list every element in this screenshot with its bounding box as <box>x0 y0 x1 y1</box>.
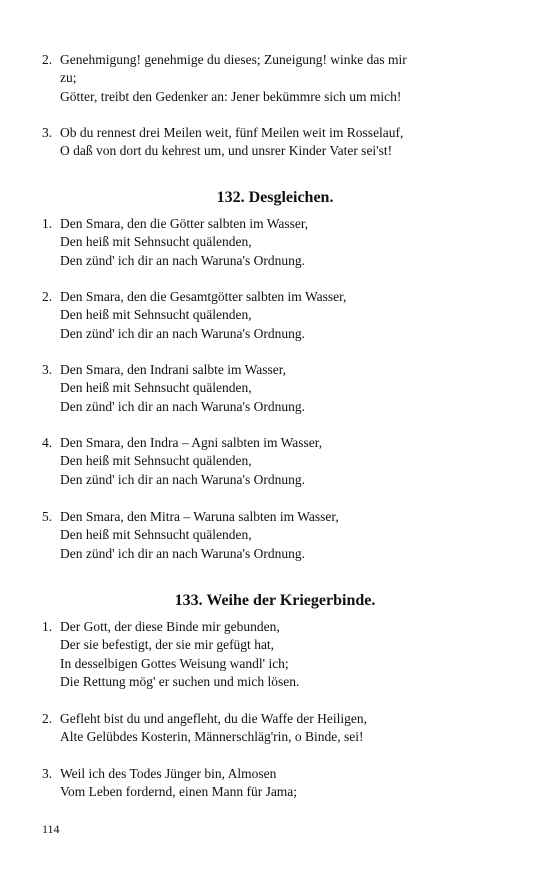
verse-line: 1. Der Gott, der diese Binde mir gebunden, <box>42 618 512 636</box>
stanza-133-1 <box>42 618 512 691</box>
verse-line: Die Rettung mög' er suchen und mich lösen. <box>60 673 300 689</box>
verse-line: Götter, treibt den Gedenker an: Jener bekümmre sich um mich! <box>60 88 402 104</box>
verse-line: Den zünd' ich dir an nach Waruna's Ordnung. <box>60 325 305 341</box>
stanza-133-3 <box>42 765 512 802</box>
section-heading-132: 132. Desgleichen. <box>216 189 334 206</box>
stanza-number: 1. <box>42 619 53 634</box>
verse-line: 3. Weil ich des Todes Jünger bin, Almosen <box>42 765 512 783</box>
verse-line: Den zünd' ich dir an nach Waruna's Ordnung. <box>60 545 305 561</box>
stanza-number: 2. <box>42 711 53 726</box>
verse-line: 2. Gefleht bist du und angefleht, du die Waffe der Heiligen, <box>42 710 512 728</box>
stanza-132-3 <box>42 361 512 416</box>
verse-line: O daß von dort du kehrest um, und unsrer Kinder Vater sei'st! <box>60 143 393 159</box>
verse-line: Den zünd' ich dir an nach Waruna's Ordnung. <box>60 471 305 487</box>
verse-line: Den heiß mit Sehnsucht quälenden, <box>60 234 252 250</box>
stanza-number: 2. <box>42 289 53 304</box>
section-heading-133: 133. Weihe der Kriegerbinde. <box>174 592 376 609</box>
stanza-number: 4. <box>42 435 53 450</box>
stanza-133-2 <box>42 710 512 747</box>
stanza-number: 5. <box>42 509 53 524</box>
stanza-number: 2. <box>42 52 53 67</box>
stanza-132-1 <box>42 215 512 270</box>
stanza-132-4 <box>42 434 512 489</box>
page-number: 114 <box>42 822 60 836</box>
stanza-number: 1. <box>42 216 53 231</box>
stanza-number: 3. <box>42 125 53 140</box>
verse-line: Den heiß mit Sehnsucht quälenden, <box>60 380 252 396</box>
verse-line: Den heiß mit Sehnsucht quälenden, <box>60 453 252 469</box>
verse-line: Der sie befestigt, der sie mir gefügt hat, <box>60 637 275 653</box>
verse-line: Den heiß mit Sehnsucht quälenden, <box>60 307 252 323</box>
verse-line: 3. Ob du rennest drei Meilen weit, fünf Meilen weit im Rosselauf, <box>42 124 512 142</box>
verse-line: In desselbigen Gottes Weisung wandl' ich; <box>60 655 289 671</box>
verse-line: Den heiß mit Sehnsucht quälenden, <box>60 527 252 543</box>
verse-line: 5. Den Smara, den Mitra – Waruna salbten im Wasser, <box>42 508 512 526</box>
verse-line: Alte Gelübdes Kosterin, Männerschläg'rin, o Binde, sei! <box>60 729 364 745</box>
verse-line: 1. Den Smara, den die Götter salbten im Wasser, <box>42 215 512 233</box>
verse-line: Den zünd' ich dir an nach Waruna's Ordnung. <box>60 252 305 268</box>
verse-line: 2. Genehmigung! genehmige du dieses; Zuneigung! winke das mir <box>42 51 512 69</box>
verse-line: Vom Leben fordernd, einen Mann für Jama; <box>60 784 298 800</box>
stanza-top-2 <box>42 51 512 106</box>
stanza-number: 3. <box>42 766 53 781</box>
verse-line: 2. Den Smara, den die Gesamtgötter salbten im Wasser, <box>42 288 512 306</box>
verse-line: 4. Den Smara, den Indra – Agni salbten im Wasser, <box>42 434 512 452</box>
verse-line: Den zünd' ich dir an nach Waruna's Ordnung. <box>60 398 305 414</box>
stanza-number: 3. <box>42 362 53 377</box>
verse-line: zu; <box>60 70 77 86</box>
stanza-132-2 <box>42 288 512 343</box>
stanza-top-3 <box>42 124 512 161</box>
stanza-132-5 <box>42 508 512 563</box>
verse-line: 3. Den Smara, den Indrani salbte im Wasser, <box>42 361 512 379</box>
